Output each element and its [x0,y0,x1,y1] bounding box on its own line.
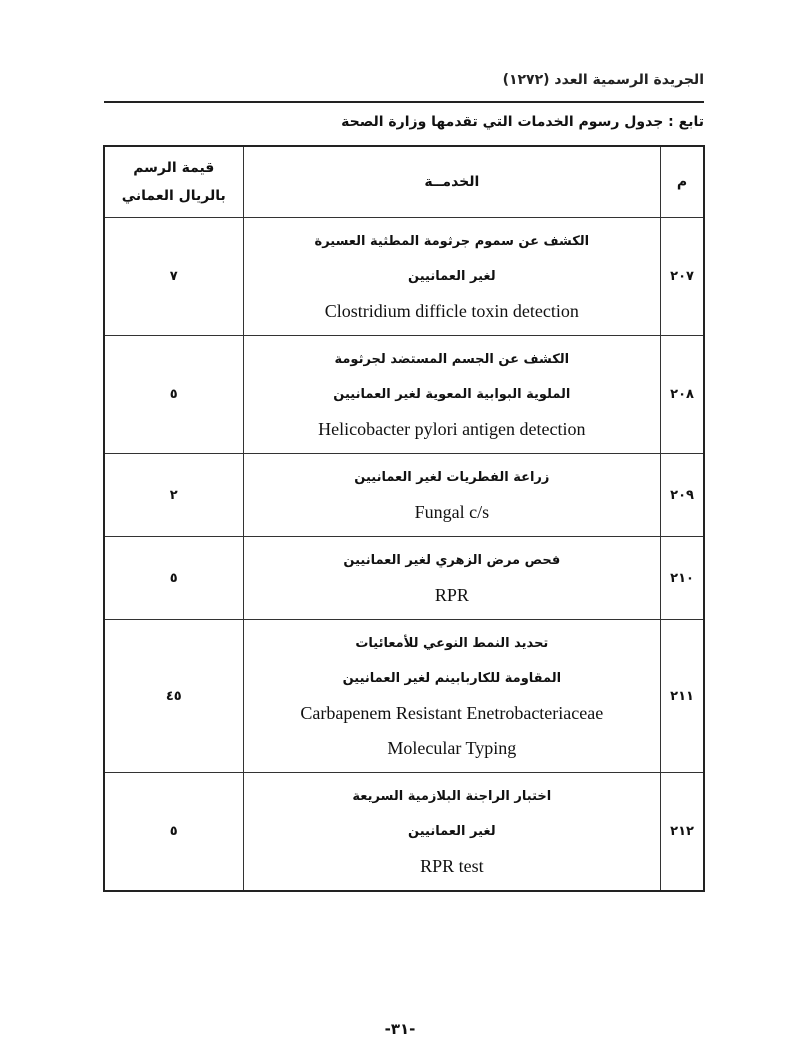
fee-value: ٥ [104,537,243,620]
row-number: ٢٠٩ [661,454,704,537]
service-name-arabic: زراعة الفطريات لغير العمانيين [354,470,550,485]
table-row [104,537,704,620]
service-name-english: RPR [434,585,469,605]
table-row [104,218,704,336]
fees-table [103,145,705,892]
service-name-english: Clostridium difficle toxin detection [324,301,579,321]
service-name-arabic: اختبار الراجنة البلازمية السريعة [352,789,552,804]
service-cell [243,537,661,620]
fee-value: ٤٥ [104,620,243,773]
table-header-row [104,146,704,218]
service-name-english: Carbapenem Resistant Enetrobacteriaceae [300,703,604,723]
fee-header-line1: قيمة الرسم [133,160,215,176]
service-cell [243,218,661,336]
fee-value: ٥ [104,773,243,892]
service-name-arabic: لغير العمانيين [408,269,496,284]
service-cell [243,620,661,773]
table-row [104,773,704,892]
service-cell [243,454,661,537]
column-header-number: م [661,146,704,218]
gazette-header: الجريدة الرسمية العدد (١٢٧٢) [502,72,704,88]
row-number: ٢١٢ [661,773,704,892]
column-header-service: الخدمــة [243,146,661,218]
service-name-arabic: الكشف عن الجسم المستضد لجرثومة [334,352,570,367]
service-cell [243,773,661,892]
service-name-english: RPR test [420,856,484,876]
header-divider [104,101,704,103]
row-number: ٢٠٧ [661,218,704,336]
row-number: ٢١٠ [661,537,704,620]
row-number: ٢١١ [661,620,704,773]
service-name-arabic: الملوية البوابية المعوية لغير العمانيين [333,387,571,402]
table-subtitle: تابع : جدول رسوم الخدمات التي تقدمها وزارة الصحة [341,114,704,130]
fee-value: ٥ [104,336,243,454]
service-name-english: Molecular Typing [387,738,517,758]
service-name-arabic: المقاومة للكاربابينم لغير العمانيين [342,671,562,686]
table-row [104,336,704,454]
column-header-fee [104,146,243,218]
fee-header-line2: بالريال العماني [121,188,226,204]
service-name-arabic: الكشف عن سموم جرثومة المطثية العسيرة [314,234,590,249]
row-number: ٢٠٨ [661,336,704,454]
service-cell [243,336,661,454]
fee-value: ٢ [104,454,243,537]
fee-value: ٧ [104,218,243,336]
service-name-english: Helicobacter pylori antigen detection [318,419,586,439]
service-name-arabic: لغير العمانيين [408,824,496,839]
table-row [104,454,704,537]
page-number: -٣١- [384,1020,416,1038]
service-name-arabic: تحديد النمط النوعي للأمعائيات [355,636,549,651]
service-name-arabic: فحص مرض الزهري لغير العمانيين [343,553,561,568]
table-row [104,620,704,773]
service-name-english: Fungal c/s [414,502,490,522]
